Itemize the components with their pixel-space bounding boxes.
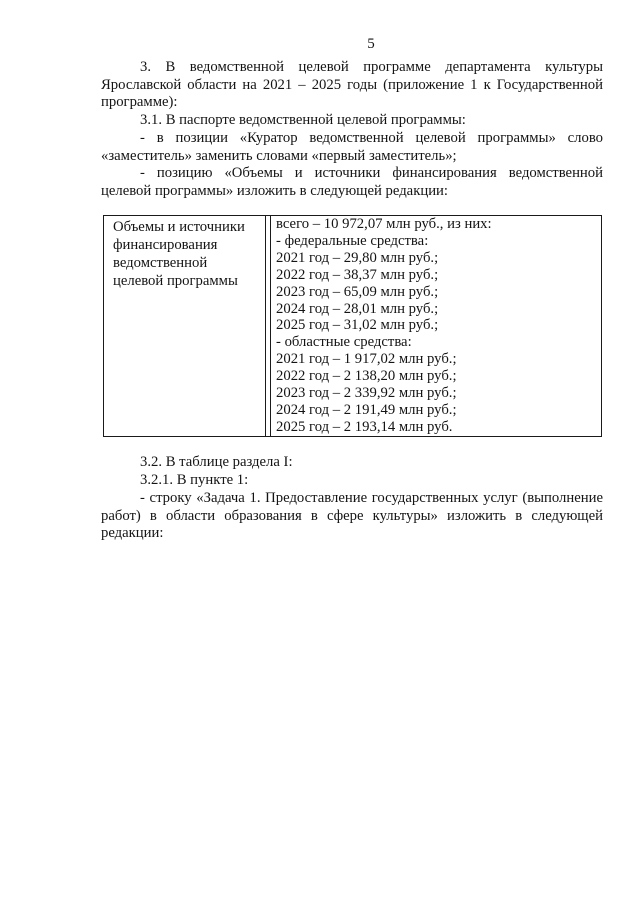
paragraph-line: 3.2.1. В пункте 1: [140,472,249,488]
table-value-line: 2022 год – 38,37 млн руб.; [276,266,439,283]
paragraph-3-1 [101,112,603,130]
table-value-line: 2023 год – 2 339,92 млн руб.; [276,385,457,402]
funding-table-label-cell [104,216,266,436]
table-value-line: 2025 год – 2 193,14 млн руб. [276,418,453,435]
paragraph-line: работ) в области образования в сфере культуры» изложить в следующей [101,507,603,524]
paragraph-line: редакции: [101,525,164,542]
table-value-line: всего – 10 972,07 млн руб., из них: [276,216,492,232]
paragraph-line: 3. В ведомственной целевой программе департамента культуры [140,59,603,75]
paragraph-3 [101,59,603,112]
table-label-line: Объемы и источники [113,219,245,235]
paragraph-line: «заместитель» заменить словами «первый заместитель»; [101,147,457,164]
paragraph-task-1 [101,490,603,543]
page-number: 5 [367,36,375,52]
table-value-line: - федеральные средства: [276,232,429,249]
table-value-line: 2021 год – 1 917,02 млн руб.; [276,351,457,368]
funding-table-value-cell [270,216,601,436]
table-label-line: финансирования [113,237,218,253]
table-value-line: 2022 год – 2 138,20 млн руб.; [276,368,457,385]
paragraph-line: - позицию «Объемы и источники финансирования ведомственной [140,165,603,181]
paragraph-line: 3.2. В таблице раздела I: [140,454,293,470]
paragraph-line: 3.1. В паспорте ведомственной целевой программы: [140,112,466,128]
paragraph-volumes [101,165,603,200]
paragraph-curator [101,130,603,165]
table-value-line: 2021 год – 29,80 млн руб.; [276,249,439,266]
table-value-line: 2025 год – 31,02 млн руб.; [276,317,439,334]
paragraph-line: Ярославской области на 2021 – 2025 годы (приложение 1 к Государственной [101,76,603,93]
table-value-line: 2024 год – 28,01 млн руб.; [276,300,439,317]
paragraph-3-2 [101,454,603,472]
table-label-line: ведомственной [113,255,208,271]
paragraph-line: целевой программы» изложить в следующей редакции: [101,182,448,199]
table-value-line: 2024 год – 2 191,49 млн руб.; [276,401,457,418]
paragraph-3-2-1 [101,472,603,490]
paragraph-line: - в позиции «Куратор ведомственной целевой программы» слово [140,130,603,146]
table-value-line: - областные средства: [276,334,412,351]
table-label-line: целевой программы [113,273,238,289]
paragraph-line: программе): [101,94,178,111]
paragraph-line: - строку «Задача 1. Предоставление государственных услуг (выполнение [140,490,603,506]
funding-table [103,215,602,437]
table-value-line: 2023 год – 65,09 млн руб.; [276,283,439,300]
